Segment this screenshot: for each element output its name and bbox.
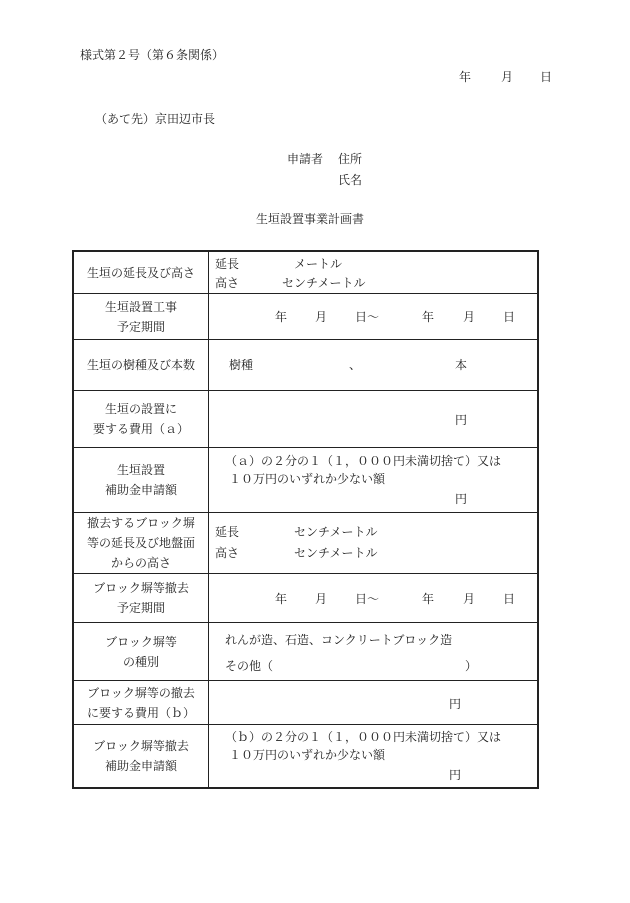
date-year-field[interactable]: 年 xyxy=(459,70,472,84)
month-text: 月 xyxy=(463,310,476,324)
table-row xyxy=(73,294,538,340)
day-text: 日 xyxy=(503,592,516,606)
tree-species-count-field[interactable] xyxy=(209,340,539,391)
hedge-subsidy-field[interactable] xyxy=(209,448,539,513)
yen-unit: 円 xyxy=(455,413,468,427)
height-unit: センチメートル xyxy=(282,276,366,290)
table-row xyxy=(73,623,538,681)
other-type-label: その他（ xyxy=(225,659,274,673)
date-month-field[interactable]: 月 xyxy=(501,70,514,84)
month-text: 月 xyxy=(463,592,476,606)
month-text: 月 xyxy=(315,592,328,606)
day-text: 日～ xyxy=(355,310,380,324)
species-label: 樹種 xyxy=(229,358,254,372)
subsidy-rule-text: １０万円のいずれか少ない額 xyxy=(229,748,386,762)
month-text: 月 xyxy=(315,310,328,324)
separator: 、 xyxy=(349,358,362,372)
address-label: 住所 xyxy=(338,152,363,166)
wall-type-options: れんが造、石造、コンクリートブロック造 xyxy=(225,633,453,647)
name-label: 氏名 xyxy=(338,173,363,187)
table-row xyxy=(73,340,538,391)
length-unit: メートル xyxy=(294,257,343,271)
day-text: 日 xyxy=(503,310,516,324)
subsidy-rule-text: （ａ）の２分の１（１，０００円未満切捨て）又は xyxy=(225,454,502,468)
addressee: （あて先）京田辺市長 xyxy=(95,112,216,126)
day-text: 日～ xyxy=(355,592,380,606)
length-unit: センチメートル xyxy=(294,525,378,539)
row-label: 撤去するブロック塀 等の延長及び地盤面 からの高さ xyxy=(73,513,209,574)
row-label: 生垣設置 補助金申請額 xyxy=(73,448,209,513)
row-label: ブロック塀等撤去 予定期間 xyxy=(73,574,209,623)
row-label: 生垣の延長及び高さ xyxy=(73,251,209,294)
subsidy-rule-text: （ｂ）の２分の１（１，０００円未満切捨て）又は xyxy=(225,730,502,744)
block-removal-subsidy-field[interactable] xyxy=(209,725,539,789)
year-text: 年 xyxy=(422,592,435,606)
applicant-label: 申請者 xyxy=(287,152,324,166)
table-row xyxy=(73,448,538,513)
year-text: 年 xyxy=(275,310,288,324)
count-unit: 本 xyxy=(455,358,468,372)
subsidy-rule-text: １０万円のいずれか少ない額 xyxy=(229,472,386,486)
yen-unit: 円 xyxy=(455,492,468,506)
height-unit: センチメートル xyxy=(294,546,378,560)
document-title: 生垣設置事業計画書 xyxy=(256,212,365,226)
block-wall-type-field[interactable] xyxy=(209,623,539,681)
block-removal-period-field[interactable] xyxy=(209,574,539,623)
height-label: 高さ xyxy=(215,546,240,560)
block-wall-length-height-field[interactable] xyxy=(209,513,539,574)
date-day-field[interactable]: 日 xyxy=(540,70,553,84)
block-removal-cost-field[interactable] xyxy=(209,681,539,725)
table-row xyxy=(73,251,538,294)
form-number: 様式第２号（第６条関係） xyxy=(80,48,225,62)
height-label: 高さ xyxy=(215,276,240,290)
hedge-cost-field[interactable] xyxy=(209,391,539,448)
year-text: 年 xyxy=(422,310,435,324)
application-form-table xyxy=(72,250,539,789)
row-label: 生垣の設置に 要する費用（ａ） xyxy=(73,391,209,448)
yen-unit: 円 xyxy=(449,768,462,782)
row-label: 生垣設置工事 予定期間 xyxy=(73,294,209,340)
table-row xyxy=(73,513,538,574)
hedge-length-height-field[interactable] xyxy=(209,251,539,294)
table-row xyxy=(73,574,538,623)
length-label: 延長 xyxy=(215,525,240,539)
row-label: ブロック塀等撤去 補助金申請額 xyxy=(73,725,209,789)
row-label: 生垣の樹種及び本数 xyxy=(73,340,209,391)
row-label: ブロック塀等 の種別 xyxy=(73,623,209,681)
row-label: ブロック塀等の撤去 に要する費用（ｂ） xyxy=(73,681,209,725)
hedge-period-field[interactable] xyxy=(209,294,539,340)
table-row xyxy=(73,725,538,789)
table-row xyxy=(73,391,538,448)
year-text: 年 xyxy=(275,592,288,606)
other-type-close: ） xyxy=(465,659,478,673)
table-row xyxy=(73,681,538,725)
length-label: 延長 xyxy=(215,257,240,271)
yen-unit: 円 xyxy=(449,697,462,711)
